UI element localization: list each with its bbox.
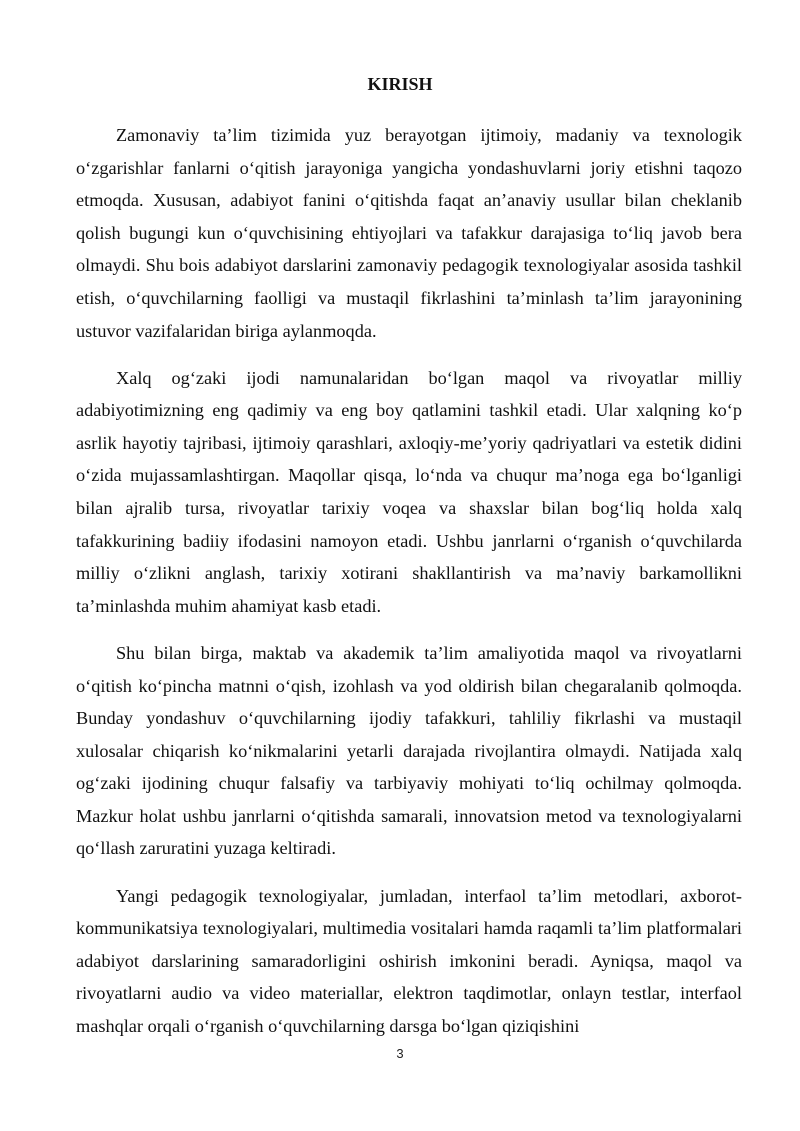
paragraph-4: Yangi pedagogik texnologiyalar, jumladan, interfaol ta’lim metodlari, axborot-kommunikatsiya texnologiyalari, multimedia vositalari hamda raqamli ta’lim platformalari adabiyot darslarining samaradorligini oshirish imkonini beradi. Ayniqsa, maqol va rivoyatlarni audio va video materiallar, elektron taqdimotlar, onlayn testlar, interfaol mashqlar orqali o‘rganish o‘quvchilarning darsga bo‘lgan qiziqishini (76, 885, 742, 1036)
paragraph-2: Xalq og‘zaki ijodi namunalaridan bo‘lgan maqol va rivoyatlar milliy adabiyotimizning eng qadimiy va eng boy qatlamini tashkil etadi. Ular xalqning ko‘p asrlik hayotiy tajribasi, ijtimoiy qarashlari, axloqiy-me’yoriy qadriyatlari va estetik didini o‘zida mujassamlashtirgan. Maqollar qisqa, lo‘nda va chuqur ma’noga ega bo‘lganligi bilan ajralib tursa, rivoyatlar tarixiy voqea va shaxslar bilan bog‘liq holda xalq tafakkurining badiiy ifodasini namoyon etadi. Ushbu janrlarni o‘rganish o‘quvchilarda milliy o‘zlikni anglash, tarixiy xotirani shakllantirish va ma’naviy barkamollikni ta’minlashda muhim ahamiyat kasb etadi. (76, 367, 742, 616)
page-number: 3 (396, 1046, 404, 1061)
section-title: KIRISH (367, 74, 433, 94)
body-text (76, 119, 742, 1057)
paragraph-3: Shu bilan birga, maktab va akademik ta’lim amaliyotida maqol va rivoyatlarni o‘qitish ko‘pincha matnni o‘qish, izohlash va yod oldirish bilan chegaralanib qolmoqda. Bunday yondashuv o‘quvchilarning ijodiy tafakkuri, tahliliy fikrlashi va mustaqil xulosalar chiqarish ko‘nikmalarini yetarli darajada rivojlantira olmaydi. Natijada xalq og‘zaki ijodining chuqur falsafiy va tarbiyaviy mohiyati to‘liq ochilmay qolmoqda. Mazkur holat ushbu janrlarni o‘qitishda samarali, innovatsion metod va texnologiyalarni qo‘llash zaruratini yuzaga keltiradi. (76, 642, 742, 859)
paragraph-1: Zamonaviy ta’lim tizimida yuz berayotgan ijtimoiy, madaniy va texnologik o‘zgarishlar fanlarni o‘qitish jarayoniga yangicha yondashuvlarni joriy etishni taqozo etmoqda. Xususan, adabiyot fanini o‘qitishda faqat an’anaviy usullar bilan cheklanib qolish bugungi kun o‘quvchisining ehtiyojlari va tafakkur darajasiga to‘liq javob bera olmaydi. Shu bois adabiyot darslarini zamonaviy pedagogik texnologiyalar asosida tashkil etish, o‘quvchilarning faolligi va mustaqil fikrlashini ta’minlash ta’lim jarayonining ustuvor vazifalaridan biriga aylanmoqda. (76, 125, 742, 341)
